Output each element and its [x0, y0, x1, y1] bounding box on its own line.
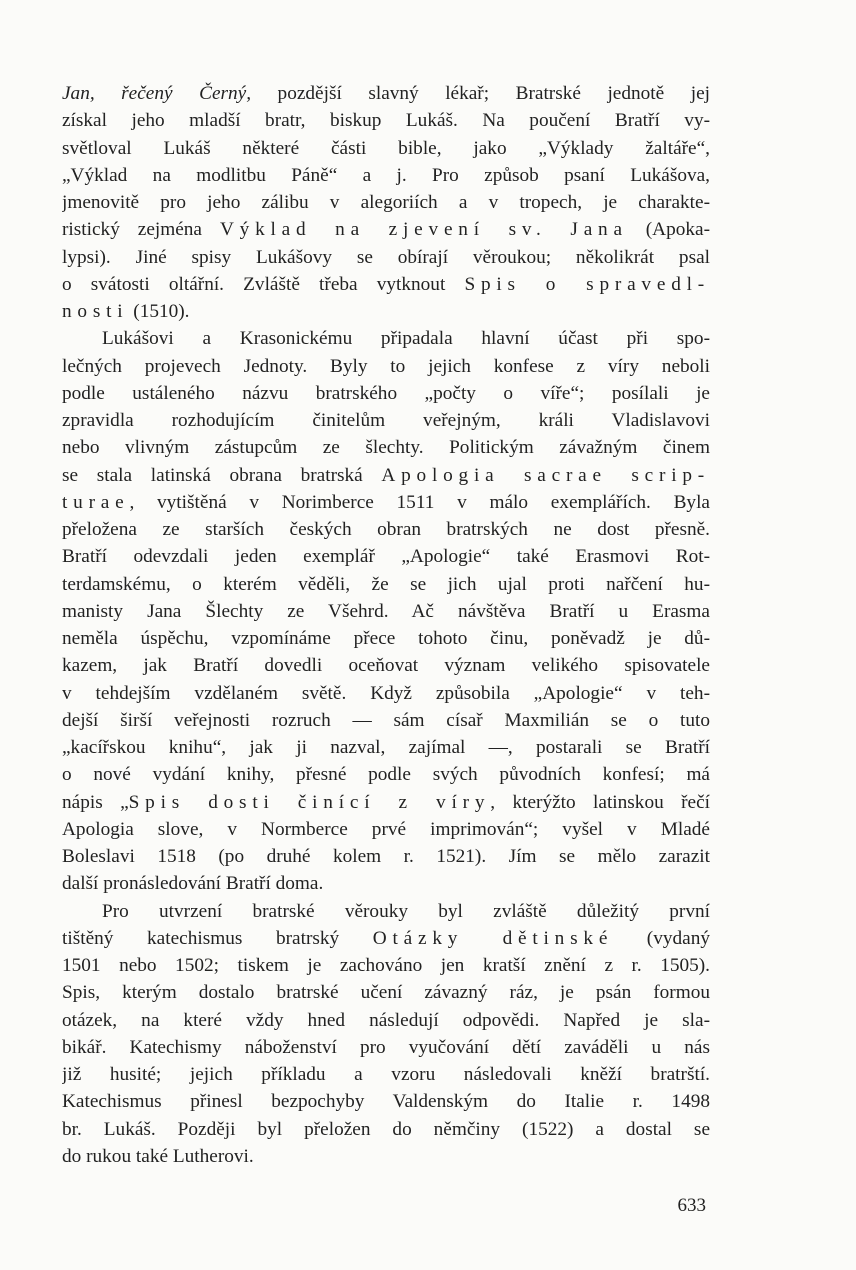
- text-line: [62, 789, 710, 816]
- text-segment: Lukášovi a Krasonickému připadala hlavní účast při spo-: [102, 328, 710, 350]
- text-line: [62, 761, 710, 788]
- text-line: [62, 625, 710, 652]
- spaced-title: Spis dosti činící z víry: [128, 791, 491, 813]
- text-segment: v tehdejším vzdělaném světě. Když způsobila „Apologie“ v teh-: [62, 682, 710, 704]
- text-segment: zpravidla rozhodujícím činitelům veřejným, králi Vladislavovi: [62, 410, 710, 431]
- text-segment: 1501 nebo 1502; tiskem je zachováno jen kratší znění z r. 1505).: [62, 955, 710, 976]
- text-segment: o svátosti oltářní. Zvláště třeba vytknout: [62, 273, 465, 295]
- page-number: 633: [677, 1195, 706, 1216]
- italic-name: Jan, řečený Černý,: [62, 83, 252, 104]
- text-segment: , kterýžto latinskou řečí: [490, 791, 710, 813]
- text-line: [62, 652, 710, 679]
- text-segment: „kacířskou knihu“, jak ji nazval, zajímal —, postarali se Bratří: [62, 737, 710, 758]
- spaced-title: Výklad na zjevení sv. Jana: [219, 219, 628, 241]
- text-segment: , vytištěná v Norimberce 1511 v málo exemplářích. Byla: [129, 491, 710, 513]
- text-segment: již husité; jejich příkladu a vzoru následovali kněží bratrští.: [62, 1064, 710, 1085]
- text-segment: Boleslavi 1518 (po druhé kolem r. 1521). Jím se mělo zarazit: [62, 846, 710, 867]
- text-line: [62, 952, 710, 979]
- text-segment: nápis „: [62, 791, 129, 813]
- text-line: [62, 571, 710, 598]
- text-segment: Apologia slove, v Normberce prvé imprimován“; vyšel v Mladé: [62, 818, 710, 840]
- text-line: [62, 734, 710, 761]
- text-segment: ristický zejména: [62, 219, 220, 241]
- text-segment: pozdější slavný lékař; Bratrské jednotě jej: [251, 83, 710, 104]
- text-line: [62, 380, 710, 407]
- text-line: [62, 1007, 710, 1034]
- text-segment: kazem, jak Bratří dovedli oceňovat význam velikého spisovatele: [62, 655, 710, 677]
- text-segment: Bratří odevzdali jeden exemplář „Apologie“ také Erasmovi Rot-: [62, 546, 710, 568]
- text-segment: se stala latinská obrana bratrská: [62, 464, 382, 486]
- text-line: [62, 216, 710, 243]
- text-line: [62, 1034, 710, 1061]
- text-line: [62, 80, 710, 107]
- spaced-title: turae: [62, 491, 130, 513]
- text-line: [62, 680, 710, 707]
- text-segment: Spis, kterým dostalo bratrské učení závazný ráz, je psán formou: [62, 982, 710, 1004]
- text-line: [62, 816, 710, 843]
- text-segment: tištěný katechismus bratrský: [62, 927, 373, 949]
- text-segment: získal jeho mladší bratr, biskup Lukáš. Na poučení Bratří vy-: [62, 110, 710, 132]
- text-segment: br. Lukáš. Později byl přeložen do němčiny (1522) a dostal se: [62, 1118, 710, 1140]
- text-line: [62, 543, 710, 570]
- spaced-title: Spis o spravedl-: [464, 273, 710, 295]
- text-line: [62, 271, 710, 298]
- text-line: [62, 1088, 710, 1115]
- text-segment: terdamskému, o kterém věděli, že se jich ujal proti nařčení hu-: [62, 573, 710, 595]
- text-line: [62, 516, 710, 543]
- text-segment: přeložena ze starších českých obran bratrských ne dost přesně.: [62, 519, 710, 540]
- text-segment: do rukou také Lutherovi.: [62, 1145, 254, 1167]
- text-segment: Pro utvrzení bratrské věrouky byl zvláště důležitý první: [102, 900, 710, 922]
- text-line: [62, 325, 710, 352]
- text-line: [62, 1061, 710, 1088]
- text-segment: světloval Lukáš některé části bible, jako „Výklady žaltáře“,: [62, 137, 710, 159]
- text-line: [62, 107, 710, 134]
- text-line: [62, 707, 710, 734]
- text-line: [62, 353, 710, 380]
- text-line: [62, 898, 710, 925]
- text-segment: bikář. Katechismy náboženství pro vyučování dětí zaváděli u nás: [62, 1036, 710, 1058]
- text-segment: „Výklad na modlitbu Páně“ a j. Pro způsob psaní Lukášova,: [62, 164, 710, 186]
- text-line: [62, 244, 710, 271]
- body-text: [62, 80, 710, 1170]
- text-segment: (Apoka-: [627, 219, 710, 241]
- spaced-title: nosti: [62, 301, 129, 322]
- text-segment: (1510).: [128, 301, 190, 322]
- text-segment: otázek, na které vždy hned následují odpovědi. Napřed je sla-: [62, 1009, 710, 1031]
- text-line: [62, 843, 710, 870]
- text-line: [62, 1116, 710, 1143]
- text-line: [62, 298, 710, 325]
- text-segment: lypsi). Jiné spisy Lukášovy se obírají věroukou; několikrát psal: [62, 246, 710, 268]
- text-line: [62, 135, 710, 162]
- text-segment: o nové vydání knihy, přesné podle svých původních konfesí; má: [62, 764, 710, 786]
- text-line: [62, 1143, 710, 1170]
- text-line: [62, 979, 710, 1006]
- spaced-title: Otázky dětinské: [372, 927, 614, 949]
- text-segment: dejší širší veřejnosti rozruch — sám císař Maxmilián se o tuto: [62, 709, 710, 731]
- text-segment: jmenovitě pro jeho zálibu v alegoriích a v tropech, je charakte-: [62, 192, 710, 213]
- text-line: [62, 870, 710, 897]
- text-segment: manisty Jana Šlechty ze Všehrd. Ač návštěva Bratří u Erasma: [62, 600, 710, 622]
- text-line: [62, 489, 710, 516]
- text-segment: podle ustáleného názvu bratrského „počty o víře“; posílali je: [62, 382, 710, 404]
- text-segment: (vydaný: [613, 927, 710, 949]
- text-line: [62, 925, 710, 952]
- text-line: [62, 189, 710, 216]
- text-line: [62, 434, 710, 461]
- text-line: [62, 462, 710, 489]
- text-segment: neměla úspěchu, vzpomínáme přece tohoto činu, poněvadž je dů-: [62, 628, 710, 649]
- text-segment: lečných projevech Jednoty. Byly to jejich konfese z víry neboli: [62, 355, 710, 377]
- text-line: [62, 598, 710, 625]
- text-line: [62, 162, 710, 189]
- text-line: [62, 407, 710, 434]
- text-segment: Katechismus přinesl bezpochyby Valdenským do Italie r. 1498: [62, 1091, 710, 1113]
- text-segment: nebo vlivným zástupcům ze šlechty. Politickým závažným činem: [62, 437, 710, 459]
- spaced-title: Apologia sacrae scrip-: [381, 464, 710, 486]
- text-segment: další pronásledování Bratří doma.: [62, 873, 324, 895]
